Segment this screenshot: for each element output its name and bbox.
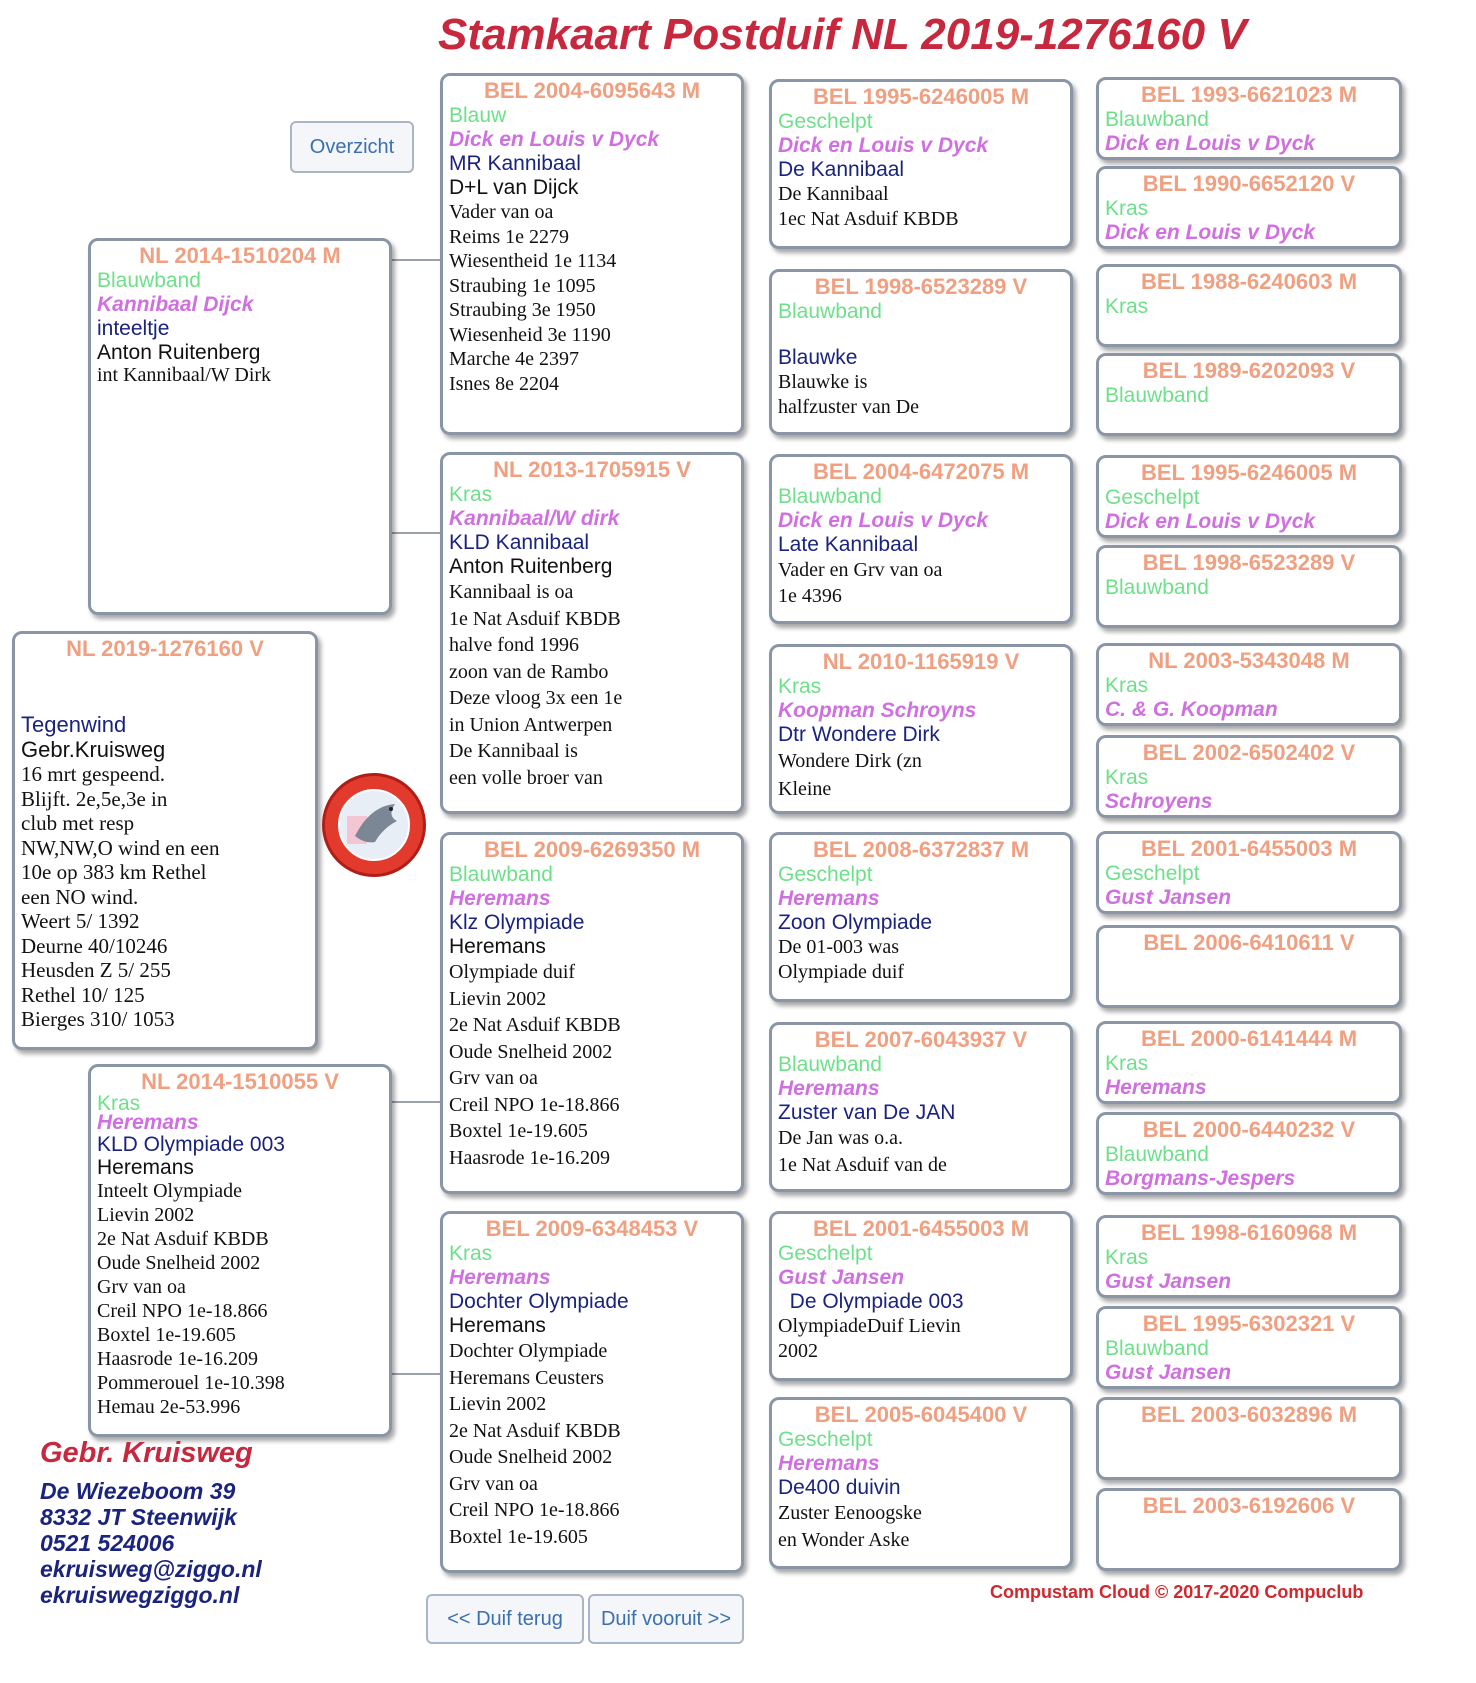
ring-number: BEL 2002-6502402 V bbox=[1142, 740, 1356, 765]
previous-pigeon-button[interactable]: << Duif terug bbox=[426, 1594, 584, 1644]
pigeon-name: Blauwke bbox=[778, 346, 858, 369]
pigeon-card-ffm[interactable] bbox=[769, 269, 1073, 435]
pigeon-breeder: C. & G. Koopman bbox=[1105, 698, 1278, 721]
pigeon-owner: Heremans bbox=[449, 935, 546, 958]
pigeon-breeder: Schroyens bbox=[1105, 790, 1213, 813]
pigeon-card-ff[interactable] bbox=[440, 73, 744, 435]
pigeon-name: Late Kannibaal bbox=[778, 533, 919, 556]
pigeon-notes: Inteelt Olympiade Lievin 2002 2e Nat Asduif KBDB Oude Snelheid 2002 Grv van oa Creil NPO 1e-18.866 Boxtel 1e-19.605 Haasrode 1e-16.209 Pommerouel 1e-10.398 Hemau 2e-53.996 bbox=[97, 1180, 285, 1418]
pigeon-breeder: Dick en Louis v Dyck bbox=[1105, 510, 1316, 533]
pigeon-colour: Geschelpt bbox=[1105, 862, 1200, 885]
pigeon-card-g1[interactable] bbox=[1096, 77, 1402, 160]
pigeon-card-fff[interactable] bbox=[769, 79, 1073, 249]
ring-number: BEL 2001-6455003 M bbox=[1140, 836, 1358, 861]
ring-number: BEL 1993-6621023 M bbox=[1140, 82, 1358, 107]
pigeon-card-g7[interactable] bbox=[1096, 643, 1402, 726]
ring-number: BEL 2003-6032896 M bbox=[1140, 1402, 1358, 1427]
pigeon-breeder: Heremans bbox=[778, 1452, 880, 1475]
connector-line bbox=[392, 1373, 440, 1375]
ring-number: NL 2014-1510204 M bbox=[139, 243, 341, 268]
ring-number: BEL 2004-6472075 M bbox=[812, 459, 1030, 484]
pigeon-notes: Vader en Grv van oa 1e 4396 bbox=[778, 559, 943, 607]
pigeon-colour: Kras bbox=[778, 675, 822, 698]
pigeon-notes: De 01-003 was Olympiade duif bbox=[778, 936, 905, 983]
pigeon-colour: Kras bbox=[1105, 1246, 1149, 1269]
address-street: De Wiezeboom 39 bbox=[40, 1478, 236, 1504]
pigeon-colour: Blauwband bbox=[1105, 108, 1209, 131]
pigeon-name: Dtr Wondere Dirk bbox=[778, 723, 940, 746]
pigeon-card-mmf[interactable] bbox=[769, 1211, 1073, 1381]
pigeon-breeder: Heremans bbox=[449, 1266, 551, 1289]
pigeon-name: Dochter Olympiade bbox=[449, 1290, 629, 1313]
pigeon-colour: Kras bbox=[97, 1092, 141, 1115]
pigeon-card-mother[interactable] bbox=[88, 1064, 392, 1437]
pigeon-notes: De Kannibaal 1ec Nat Asduif KBDB bbox=[778, 183, 959, 230]
pigeon-card-fmm[interactable] bbox=[769, 644, 1073, 814]
pigeon-breeder: Koopman Schroyns bbox=[778, 699, 977, 722]
pigeon-card-g9[interactable] bbox=[1096, 831, 1402, 914]
pigeon-notes: Kannibaal is oa 1e Nat Asduif KBDB halve fond 1996 zoon van de Rambo Deze vloog 3x een 1e in Union Antwerpen De Kannibaal is een volle broer van bbox=[449, 581, 623, 789]
pigeon-breeder: Borgmans-Jespers bbox=[1105, 1167, 1296, 1190]
pigeon-owner: Heremans bbox=[97, 1156, 194, 1179]
pigeon-breeder: Heremans bbox=[778, 1077, 880, 1100]
pigeon-breeder: Dick en Louis v Dyck bbox=[449, 128, 660, 151]
pigeon-colour: Blauwband bbox=[1105, 1143, 1209, 1166]
pigeon-colour: Kras bbox=[1105, 674, 1149, 697]
pigeon-name: Zoon Olympiade bbox=[778, 911, 933, 934]
connector-line bbox=[392, 532, 440, 534]
ring-number: NL 2003-5343048 M bbox=[1148, 648, 1350, 673]
pigeon-colour: Geschelpt bbox=[778, 1242, 873, 1265]
pigeon-card-g12[interactable] bbox=[1096, 1112, 1402, 1195]
pigeon-colour: Kras bbox=[1105, 197, 1149, 220]
pigeon-name: De Olympiade 003 bbox=[778, 1290, 964, 1313]
pigeon-name: Klz Olympiade bbox=[449, 911, 585, 934]
pigeon-colour: Geschelpt bbox=[1105, 486, 1200, 509]
pigeon-name: De400 duivin bbox=[778, 1476, 901, 1499]
ring-number: BEL 2009-6348453 V bbox=[485, 1216, 699, 1241]
pigeon-breeder: Dick en Louis v Dyck bbox=[778, 134, 989, 157]
connector-line bbox=[392, 1101, 440, 1103]
pigeon-owner: Anton Ruitenberg bbox=[449, 555, 613, 578]
pigeon-name: De Kannibaal bbox=[778, 158, 905, 181]
ring-number: BEL 2000-6141444 M bbox=[1140, 1026, 1358, 1051]
pigeon-notes: Olympiade duif Lievin 2002 2e Nat Asduif KBDB Oude Snelheid 2002 Grv van oa Creil NPO 1e-18.866 Boxtel 1e-19.605 Haasrode 1e-16.209 bbox=[449, 961, 621, 1169]
compustam-logo bbox=[322, 773, 426, 877]
pigeon-breeder: Kannibaal Dijck bbox=[97, 293, 254, 316]
pigeon-card-g11[interactable] bbox=[1096, 1021, 1402, 1104]
ring-number: BEL 1998-6523289 V bbox=[814, 274, 1028, 299]
email-link[interactable]: ekruisweg@ziggo.nl bbox=[40, 1556, 262, 1582]
pigeon-owner: Heremans bbox=[449, 1314, 546, 1337]
pigeon-breeder: Kannibaal/W dirk bbox=[449, 507, 620, 530]
ring-number: BEL 1998-6160968 M bbox=[1140, 1220, 1358, 1245]
pigeon-card-mfm[interactable] bbox=[769, 1022, 1073, 1192]
pigeon-card-g5[interactable] bbox=[1096, 455, 1402, 538]
pigeon-owner: Anton Ruitenberg bbox=[97, 341, 261, 364]
pigeon-card-g13[interactable] bbox=[1096, 1215, 1402, 1298]
ring-number: NL 2010-1165919 V bbox=[822, 649, 1020, 674]
ring-number: NL 2013-1705915 V bbox=[493, 457, 691, 482]
email-link-alt[interactable]: ekruiswegziggo.nl bbox=[40, 1582, 240, 1608]
pigeon-card-subject[interactable] bbox=[12, 631, 318, 1050]
copyright-text: Compustam Cloud © 2017-2020 Compuclub bbox=[990, 1582, 1364, 1602]
pigeon-card-g10[interactable] bbox=[1096, 925, 1402, 1008]
pigeon-breeder: Dick en Louis v Dyck bbox=[1105, 221, 1316, 244]
pigeon-colour: Blauwband bbox=[1105, 576, 1209, 599]
pigeon-card-g8[interactable] bbox=[1096, 735, 1402, 818]
pigeon-card-mm[interactable] bbox=[440, 1211, 744, 1573]
connector-line bbox=[392, 259, 440, 261]
pigeon-colour: Geschelpt bbox=[778, 110, 873, 133]
ring-number: BEL 2004-6095643 M bbox=[483, 78, 701, 103]
pigeon-colour: Blauwband bbox=[1105, 1337, 1209, 1360]
pigeon-colour: Blauw bbox=[449, 104, 507, 127]
pigeon-name: MR Kannibaal bbox=[449, 152, 581, 175]
ring-number: BEL 1989-6202093 V bbox=[1142, 358, 1356, 383]
pigeon-card-g15[interactable] bbox=[1096, 1397, 1402, 1480]
pigeon-card-fm[interactable] bbox=[440, 452, 744, 814]
pigeon-colour: Geschelpt bbox=[778, 1428, 873, 1451]
ring-number: BEL 1995-6246005 M bbox=[812, 84, 1030, 109]
pigeon-breeder: Gust Jansen bbox=[778, 1266, 905, 1289]
pigeon-breeder: Gust Jansen bbox=[1105, 1361, 1232, 1384]
pigeon-breeder: Heremans bbox=[778, 887, 880, 910]
pigeon-name: inteeltje bbox=[97, 317, 170, 340]
pigeon-notes: Zuster Eenoogske en Wonder Aske bbox=[778, 1502, 922, 1551]
pigeon-colour: Geschelpt bbox=[778, 863, 873, 886]
pigeon-notes: Wondere Dirk (zn Kleine bbox=[778, 750, 922, 800]
pigeon-colour: Kras bbox=[1105, 295, 1149, 318]
pigeon-card-g16[interactable] bbox=[1096, 1488, 1402, 1571]
ring-number: NL 2014-1510055 V bbox=[141, 1069, 339, 1094]
owner-name: Gebr. Kruisweg bbox=[40, 1437, 253, 1469]
ring-number: BEL 2009-6269350 M bbox=[483, 837, 701, 862]
pigeon-notes: De Jan was o.a. 1e Nat Asduif van de bbox=[778, 1127, 947, 1176]
pigeon-breeder: Gust Jansen bbox=[1105, 1270, 1232, 1293]
pigeon-card-g6[interactable] bbox=[1096, 545, 1402, 628]
ring-number: BEL 1990-6652120 V bbox=[1142, 171, 1356, 196]
pigeon-colour: Blauwband bbox=[97, 269, 201, 292]
ring-number: BEL 1995-6246005 M bbox=[1140, 460, 1358, 485]
ring-number: BEL 1988-6240603 M bbox=[1140, 269, 1358, 294]
pigeon-name: KLD Kannibaal bbox=[449, 531, 590, 554]
pigeon-breeder: Heremans bbox=[1105, 1076, 1207, 1099]
pigeon-colour: Blauwband bbox=[778, 300, 882, 323]
pigeon-notes: Dochter Olympiade Heremans Ceusters Lievin 2002 2e Nat Asduif KBDB Oude Snelheid 2002 Grv van oa Creil NPO 1e-18.866 Boxtel 1e-19.605 bbox=[449, 1340, 621, 1548]
ring-number: BEL 2005-6045400 V bbox=[814, 1402, 1028, 1427]
next-pigeon-button[interactable]: Duif vooruit >> bbox=[588, 1594, 744, 1644]
pigeon-colour: Kras bbox=[449, 1242, 493, 1265]
pigeon-breeder: Dick en Louis v Dyck bbox=[778, 509, 989, 532]
phone-number: 0521 524006 bbox=[40, 1530, 175, 1556]
pigeon-breeder: Heremans bbox=[97, 1111, 199, 1134]
pigeon-icon bbox=[325, 776, 423, 874]
pigeon-card-g4[interactable] bbox=[1096, 353, 1402, 436]
ring-number: BEL 2008-6372837 M bbox=[812, 837, 1030, 862]
ring-number: BEL 2001-6455003 M bbox=[812, 1216, 1030, 1241]
pigeon-card-fmf[interactable] bbox=[769, 454, 1073, 624]
pigeon-colour: Kras bbox=[449, 483, 493, 506]
pigeon-notes: Blauwke is halfzuster van De bbox=[778, 371, 920, 418]
address-city: 8332 JT Steenwijk bbox=[40, 1504, 237, 1530]
overview-button[interactable]: Overzicht bbox=[290, 121, 414, 173]
pigeon-name: Tegenwind bbox=[21, 712, 127, 737]
ring-number: BEL 2007-6043937 V bbox=[814, 1027, 1028, 1052]
ring-number: NL 2019-1276160 V bbox=[66, 636, 264, 661]
pigeon-breeder: Gust Jansen bbox=[1105, 886, 1232, 909]
pigeon-colour: Kras bbox=[1105, 766, 1149, 789]
pigeon-colour: Blauwband bbox=[778, 485, 882, 508]
pigeon-notes: 16 mrt gespeend. Blijft. 2e,5e,3e in club met resp NW,NW,O wind en een 10e op 383 km Rethel een NO wind. Weert 5/ 1392 Deurne 40/10246 Heusden Z 5/ 255 Rethel 10/ 125 Bierges 310/ 1053 bbox=[21, 762, 220, 1031]
pigeon-card-father[interactable] bbox=[88, 238, 392, 615]
pigeon-name: KLD Olympiade 003 bbox=[97, 1133, 285, 1156]
pigeon-notes: int Kannibaal/W Dirk bbox=[97, 364, 272, 386]
pigeon-card-mff[interactable] bbox=[769, 832, 1073, 1002]
ring-number: BEL 1995-6302321 V bbox=[1142, 1311, 1356, 1336]
ring-number: BEL 2006-6410611 V bbox=[1143, 930, 1355, 955]
pigeon-card-g3[interactable] bbox=[1096, 264, 1402, 347]
pigeon-card-g2[interactable] bbox=[1096, 166, 1402, 249]
ring-number: BEL 2000-6440232 V bbox=[1142, 1117, 1356, 1142]
pigeon-card-mmm[interactable] bbox=[769, 1397, 1073, 1569]
pigeon-breeder: Dick en Louis v Dyck bbox=[1105, 132, 1316, 155]
page-title: Stamkaart Postduif NL 2019-1276160 V bbox=[438, 10, 1247, 59]
pigeon-owner: Gebr.Kruisweg bbox=[21, 737, 166, 762]
pigeon-notes: Vader van oa Reims 1e 2279 Wiesentheid 1e 1134 Straubing 1e 1095 Straubing 3e 1950 Wiesenheid 3e 1190 Marche 4e 2397 Isnes 8e 2204 bbox=[449, 201, 617, 395]
ring-number: BEL 1998-6523289 V bbox=[1142, 550, 1356, 575]
pigeon-notes: OlympiadeDuif Lievin 2002 bbox=[778, 1315, 961, 1362]
pigeon-owner: D+L van Dijck bbox=[449, 176, 579, 199]
pigeon-card-mf[interactable] bbox=[440, 832, 744, 1194]
pigeon-colour: Blauwband bbox=[1105, 384, 1209, 407]
pigeon-colour: Blauwband bbox=[449, 863, 553, 886]
pigeon-card-g14[interactable] bbox=[1096, 1306, 1402, 1389]
ring-number: BEL 2003-6192606 V bbox=[1142, 1493, 1356, 1518]
pigeon-name: Zuster van De JAN bbox=[778, 1101, 956, 1124]
pigeon-breeder: Heremans bbox=[449, 887, 551, 910]
pigeon-colour: Blauwband bbox=[778, 1053, 882, 1076]
pigeon-colour: Kras bbox=[1105, 1052, 1149, 1075]
